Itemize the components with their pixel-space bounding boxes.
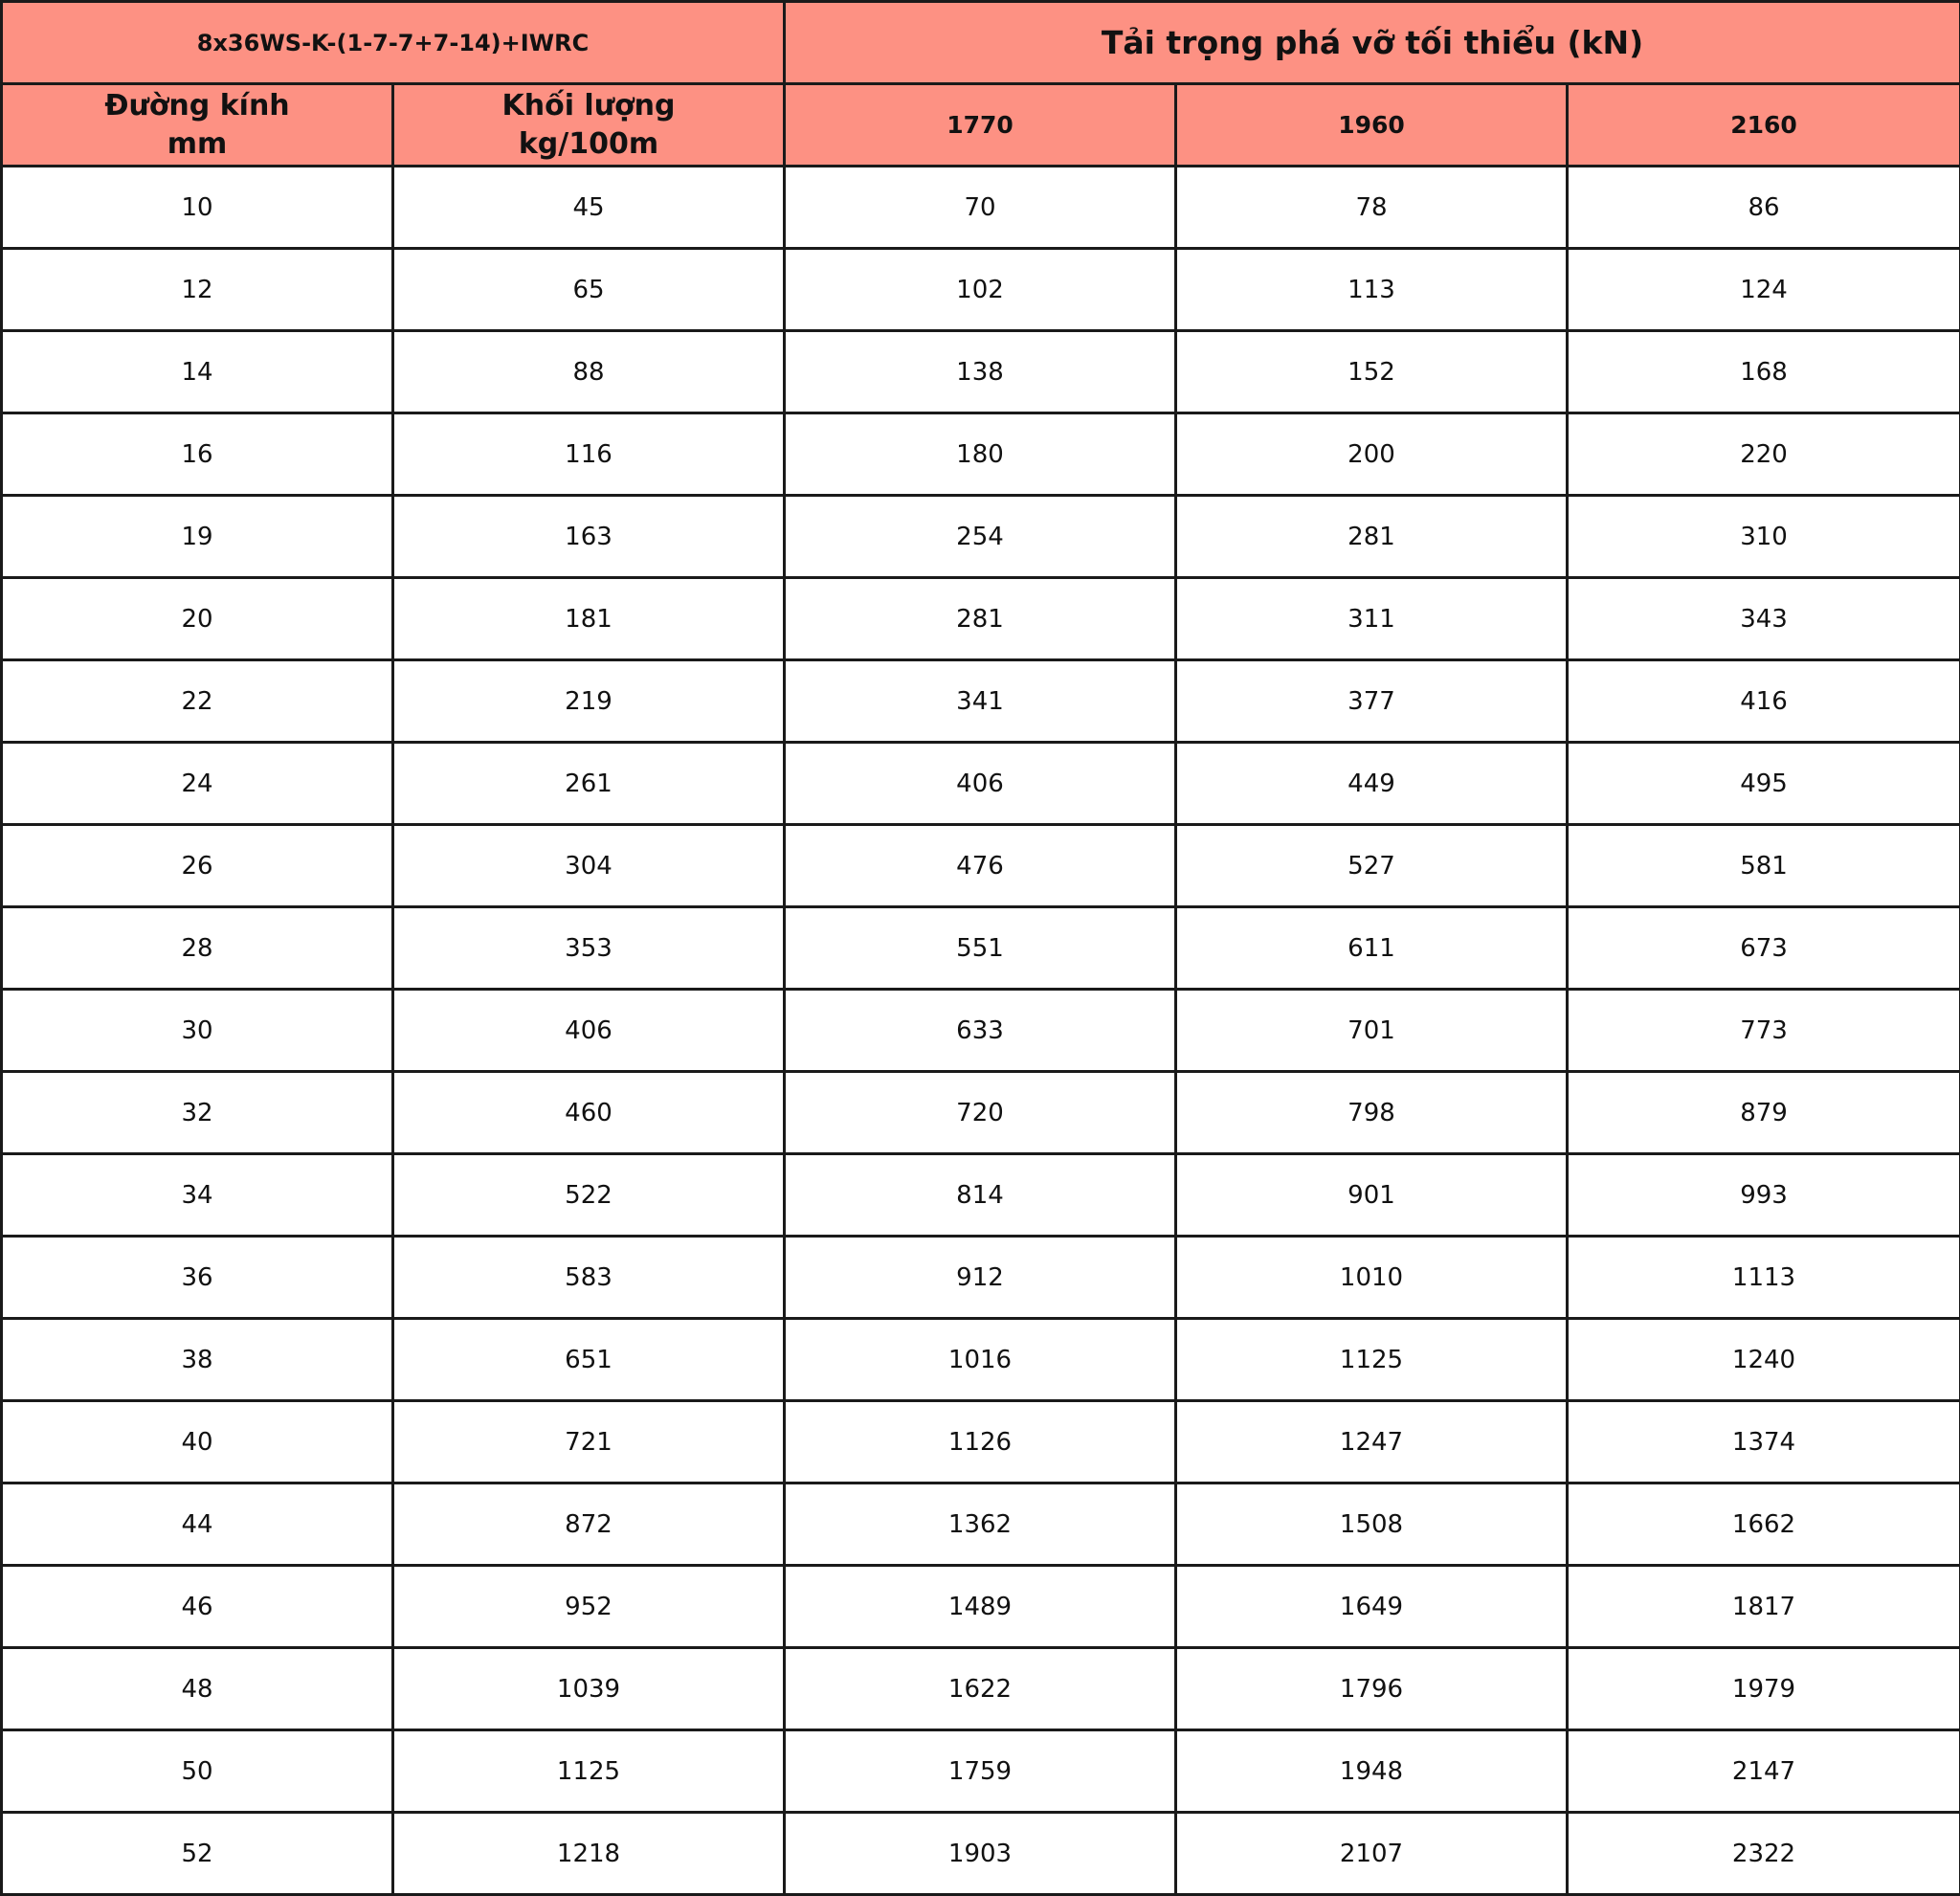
load-1770-cell: 476 — [785, 825, 1176, 907]
diameter-cell: 14 — [2, 331, 393, 413]
diameter-cell: 12 — [2, 249, 393, 331]
weight-cell: 1125 — [393, 1730, 785, 1813]
load-2160-cell: 1240 — [1568, 1319, 1960, 1401]
diameter-cell: 16 — [2, 413, 393, 496]
table-row — [2, 907, 1960, 990]
table-row — [2, 660, 1960, 743]
weight-cell: 583 — [393, 1237, 785, 1319]
load-2160-cell: 1374 — [1568, 1401, 1960, 1483]
diameter-cell: 32 — [2, 1072, 393, 1154]
load-1770-cell: 633 — [785, 990, 1176, 1072]
diameter-cell: 20 — [2, 578, 393, 660]
weight-cell: 1039 — [393, 1648, 785, 1730]
diameter-cell: 34 — [2, 1154, 393, 1237]
diameter-cell: 52 — [2, 1813, 393, 1895]
table-body — [2, 167, 1960, 1895]
table-row — [2, 1483, 1960, 1566]
grade-header-1960: 1960 — [1176, 84, 1568, 167]
table-row — [2, 249, 1960, 331]
load-2160-cell: 673 — [1568, 907, 1960, 990]
diameter-cell: 24 — [2, 743, 393, 825]
load-2160-cell: 2147 — [1568, 1730, 1960, 1813]
load-1770-cell: 102 — [785, 249, 1176, 331]
table-row — [2, 1730, 1960, 1813]
diameter-cell: 50 — [2, 1730, 393, 1813]
weight-cell: 65 — [393, 249, 785, 331]
load-1960-cell: 611 — [1176, 907, 1568, 990]
load-1960-cell: 78 — [1176, 167, 1568, 249]
load-1770-cell: 1016 — [785, 1319, 1176, 1401]
table-row — [2, 496, 1960, 578]
load-2160-cell: 168 — [1568, 331, 1960, 413]
load-1960-cell: 449 — [1176, 743, 1568, 825]
table-row — [2, 1401, 1960, 1483]
breaking-load-header: Tải trọng phá vỡ tối thiểu (kN) — [785, 2, 1960, 84]
diameter-cell: 19 — [2, 496, 393, 578]
table-row — [2, 825, 1960, 907]
weight-cell: 88 — [393, 331, 785, 413]
load-1770-cell: 720 — [785, 1072, 1176, 1154]
load-1770-cell: 281 — [785, 578, 1176, 660]
load-1960-cell: 1125 — [1176, 1319, 1568, 1401]
load-1960-cell: 1508 — [1176, 1483, 1568, 1566]
weight-cell: 651 — [393, 1319, 785, 1401]
table-row — [2, 990, 1960, 1072]
weight-label: Khối lượng — [394, 87, 783, 125]
weight-cell: 406 — [393, 990, 785, 1072]
grade-header-1770: 1770 — [785, 84, 1176, 167]
load-2160-cell: 124 — [1568, 249, 1960, 331]
load-1770-cell: 341 — [785, 660, 1176, 743]
load-1770-cell: 1622 — [785, 1648, 1176, 1730]
diameter-cell: 44 — [2, 1483, 393, 1566]
weight-cell: 45 — [393, 167, 785, 249]
diameter-cell: 26 — [2, 825, 393, 907]
header-row-2 — [2, 84, 1960, 167]
load-1960-cell: 1010 — [1176, 1237, 1568, 1319]
weight-cell: 261 — [393, 743, 785, 825]
load-2160-cell: 1113 — [1568, 1237, 1960, 1319]
table-row — [2, 1319, 1960, 1401]
load-1770-cell: 1126 — [785, 1401, 1176, 1483]
weight-cell: 721 — [393, 1401, 785, 1483]
load-2160-cell: 1979 — [1568, 1648, 1960, 1730]
weight-cell: 872 — [393, 1483, 785, 1566]
weight-cell: 219 — [393, 660, 785, 743]
table-row — [2, 413, 1960, 496]
table-row — [2, 331, 1960, 413]
weight-cell: 304 — [393, 825, 785, 907]
load-2160-cell: 220 — [1568, 413, 1960, 496]
load-1770-cell: 180 — [785, 413, 1176, 496]
load-1770-cell: 406 — [785, 743, 1176, 825]
load-1770-cell: 912 — [785, 1237, 1176, 1319]
diameter-cell: 48 — [2, 1648, 393, 1730]
diameter-cell: 40 — [2, 1401, 393, 1483]
load-1960-cell: 281 — [1176, 496, 1568, 578]
load-1960-cell: 1948 — [1176, 1730, 1568, 1813]
diameter-label: Đường kính — [3, 87, 391, 125]
diameter-cell: 38 — [2, 1319, 393, 1401]
diameter-header — [2, 84, 393, 167]
diameter-cell: 10 — [2, 167, 393, 249]
weight-cell: 116 — [393, 413, 785, 496]
load-1960-cell: 701 — [1176, 990, 1568, 1072]
diameter-cell: 30 — [2, 990, 393, 1072]
load-2160-cell: 581 — [1568, 825, 1960, 907]
header-row-1 — [2, 2, 1960, 84]
weight-cell: 181 — [393, 578, 785, 660]
load-2160-cell: 86 — [1568, 167, 1960, 249]
grade-header-2160: 2160 — [1568, 84, 1960, 167]
load-1960-cell: 1649 — [1176, 1566, 1568, 1648]
load-1960-cell: 901 — [1176, 1154, 1568, 1237]
table-row — [2, 1237, 1960, 1319]
weight-cell: 163 — [393, 496, 785, 578]
diameter-cell: 28 — [2, 907, 393, 990]
table-row — [2, 1566, 1960, 1648]
table-row — [2, 1072, 1960, 1154]
load-2160-cell: 310 — [1568, 496, 1960, 578]
weight-cell: 522 — [393, 1154, 785, 1237]
weight-cell: 952 — [393, 1566, 785, 1648]
load-1770-cell: 1759 — [785, 1730, 1176, 1813]
table-row — [2, 578, 1960, 660]
load-1960-cell: 527 — [1176, 825, 1568, 907]
table-row — [2, 743, 1960, 825]
load-1960-cell: 113 — [1176, 249, 1568, 331]
weight-cell: 353 — [393, 907, 785, 990]
diameter-cell: 36 — [2, 1237, 393, 1319]
table-row — [2, 1648, 1960, 1730]
load-1960-cell: 200 — [1176, 413, 1568, 496]
load-1770-cell: 254 — [785, 496, 1176, 578]
diameter-cell: 22 — [2, 660, 393, 743]
load-2160-cell: 993 — [1568, 1154, 1960, 1237]
rope-model-header: 8x36WS-K-(1-7-7+7-14)+IWRC — [2, 2, 785, 84]
load-1960-cell: 798 — [1176, 1072, 1568, 1154]
diameter-unit: mm — [3, 125, 391, 164]
load-2160-cell: 2322 — [1568, 1813, 1960, 1895]
load-1770-cell: 551 — [785, 907, 1176, 990]
load-1960-cell: 1247 — [1176, 1401, 1568, 1483]
load-1960-cell: 311 — [1176, 578, 1568, 660]
load-1770-cell: 1362 — [785, 1483, 1176, 1566]
load-2160-cell: 416 — [1568, 660, 1960, 743]
load-1960-cell: 2107 — [1176, 1813, 1568, 1895]
load-1770-cell: 70 — [785, 167, 1176, 249]
weight-cell: 460 — [393, 1072, 785, 1154]
load-2160-cell: 773 — [1568, 990, 1960, 1072]
table-row — [2, 1154, 1960, 1237]
table-row — [2, 1813, 1960, 1895]
weight-cell: 1218 — [393, 1813, 785, 1895]
load-1960-cell: 1796 — [1176, 1648, 1568, 1730]
load-1770-cell: 1489 — [785, 1566, 1176, 1648]
load-2160-cell: 1662 — [1568, 1483, 1960, 1566]
load-1960-cell: 152 — [1176, 331, 1568, 413]
load-1770-cell: 138 — [785, 331, 1176, 413]
weight-header — [393, 84, 785, 167]
table-row — [2, 167, 1960, 249]
load-1770-cell: 814 — [785, 1154, 1176, 1237]
load-1770-cell: 1903 — [785, 1813, 1176, 1895]
weight-unit: kg/100m — [394, 125, 783, 164]
load-2160-cell: 1817 — [1568, 1566, 1960, 1648]
load-1960-cell: 377 — [1176, 660, 1568, 743]
load-2160-cell: 343 — [1568, 578, 1960, 660]
load-2160-cell: 879 — [1568, 1072, 1960, 1154]
load-2160-cell: 495 — [1568, 743, 1960, 825]
diameter-cell: 46 — [2, 1566, 393, 1648]
